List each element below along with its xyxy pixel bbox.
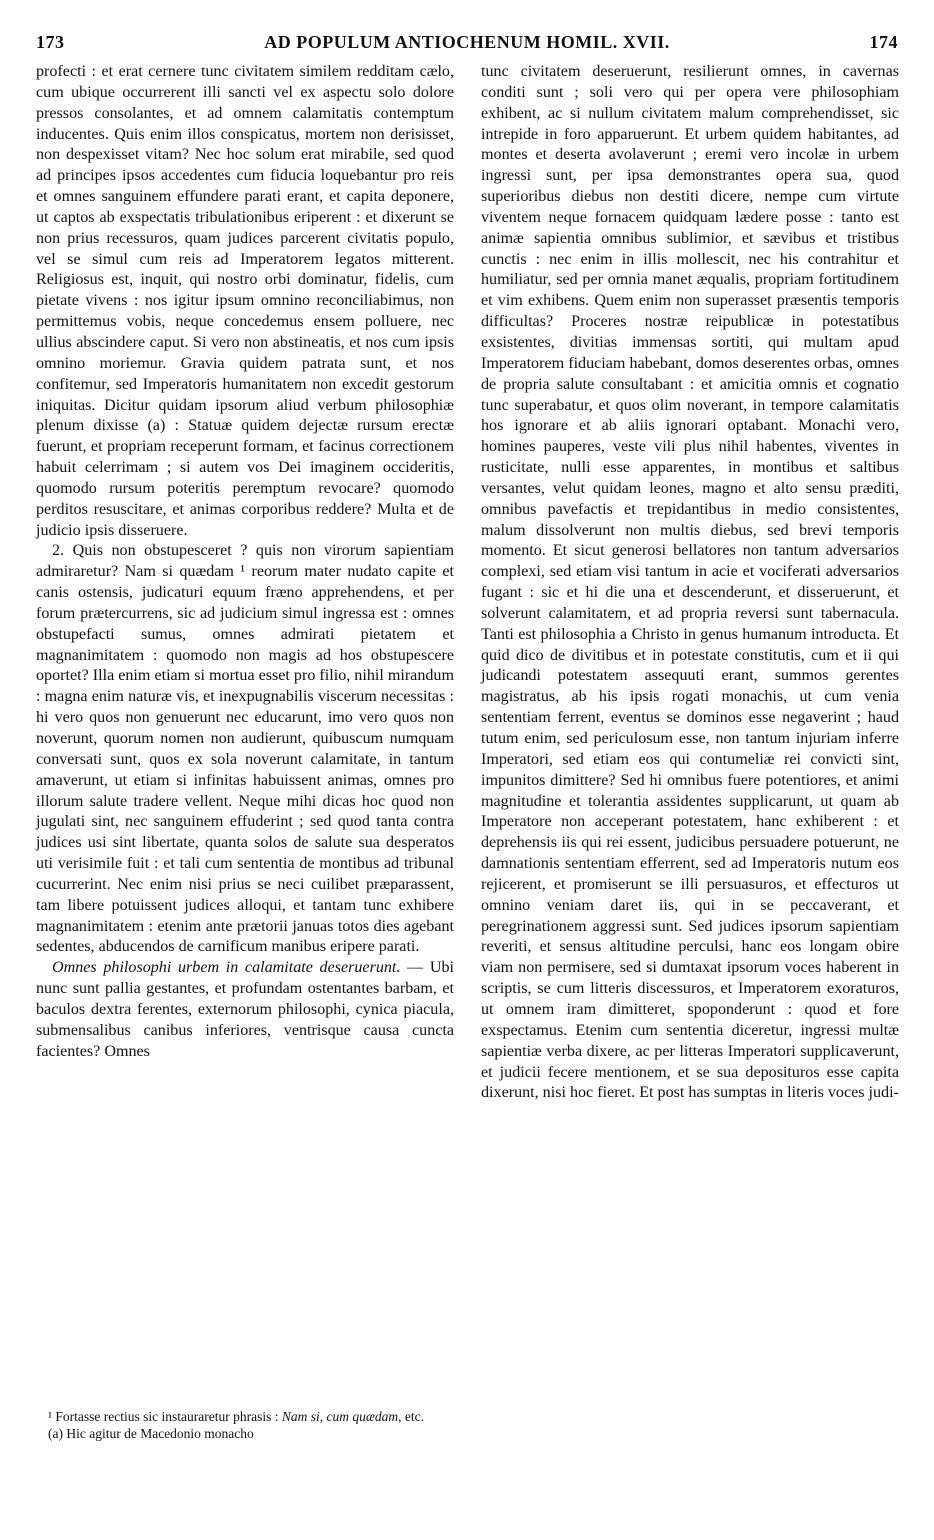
footnote-1-end: , etc.: [398, 1409, 425, 1424]
page-number-right: 174: [869, 32, 898, 52]
running-header: [36, 32, 898, 62]
footnote-1: [36, 1408, 454, 1425]
footnote-1-italic: Nam si, cum quædam: [281, 1409, 399, 1424]
left-paragraph-3: [36, 958, 454, 1062]
left-paragraph-1: profecti : et erat cernere tunc civitatem similem redditam cælo, cum ubique occurrerent illi sancti vel ex aspectu solo dolore pressos consolantes, et ad omnem calamitatis contemptum inducentes. Quis enim illos conspicatus, mortem non derisisset, non despexisset vitam? Nec hoc solum erat mirabile, sed quod ad principes ipsos accedentes cum fiducia loquebantur pro reis et omnes sanguinem effundere parati erant, et capita deponere, ut captos ab exspectatis tribulationibus eriperent : et dixerunt se non prius recessuros, quam judices parcerent civitatis populo, vel se simul cum reis ad Imperatorem legatos mitterent. Religiosus est, inquit, qui nostro orbi dominatur, fidelis, cum pietate vivens : nos igitur ipsum omnino reconciliabimus, non permittemus vobis, neque concedemus ensem polluere, nec ullius abscindere caput. Si vero non abstineatis, et nos cum ipsis omnino moriemur. Gravia quidem patrata sunt, et nos confitemur, sed Imperatoris humanitatem non excedit gestorum iniquitas. Dicitur quidam ipsorum aliud verbum philosophiæ plenum dixisse (a) : Statuæ quidem dejectæ rursum erectæ fuerunt, et propriam receperunt formam, et facinus correctionem habuit celerrimam ; si autem vos Dei imaginem occideritis, quomodo rursum poteritis peremptum revocare? quomodo perditos resuscitare, et animas corporibus reddere? Multa et de judicio ipsis disseruere.: [36, 63, 454, 539]
running-title: AD POPULUM ANTIOCHENUM HOMIL. XVII.: [264, 32, 670, 52]
left-column: [36, 62, 454, 1063]
footnotes: [36, 1408, 454, 1442]
footnote-1-text: ¹ Fortasse rectius sic instauraretur phrasis :: [48, 1409, 282, 1424]
section-heading: Omnes philosophi urbem in calamitate deseruerunt.: [52, 959, 401, 977]
left-paragraph-2: 2. Quis non obstupesceret ? quis non virorum sapientiam admiraretur? Nam si quædam ¹ reorum mater nudato capite et canis ostensis, judicaturi equum fræno apprehendens, et per forum prætercurrens, sic ad judicium simul ingressa est : omnes obstupefacti sumus, omnes admirati pietatem et magnanimitatem : quomodo non magis ad hos obstupescere oportet? Illa enim etiam si mortua esset pro filio, nihil mirandum : magna enim naturæ vis, et inexpugnabilis viscerum necessitas : hi vero quos non genuerunt nec educarunt, imo vero quos non noverunt, quorum nomen non audierunt, quibuscum numquam conversati sunt, quos ex sola noverunt calamitate, in tantum amaverunt, ut etiam si infinitas habuissent animas, omnes pro illorum salute tradere vellent. Neque mihi dicas hoc quod non jugulati sint, nec sanguinem effuderint ; sed quod tanta contra judices usi sint libertate, quanta solos de salute sua desperatos uti verisimile fuit : et tali cum sententia de montibus ad tribunal cucurrerint. Nec enim nisi prius se neci cuilibet præparassent, tam libere potuissent judices alloqui, et tantam tunc exhibere magnanimitatem : etenim ante prætorii januas totos dies agebant sedentes, abducendos de carnificum manibus eripere parati.: [36, 542, 454, 956]
section-text: — Ubi nunc sunt pallia gestantes, et profundam ostentantes barbam, et baculos dextra ferentes, externorum philosophi, cynica piacula, submensalibus canibus inferiores, ventrisque causa cuncta facientes? Omnes: [36, 959, 455, 1060]
footnote-a: (a) Hic agitur de Macedonio monacho: [48, 1426, 254, 1441]
right-paragraph-1: tunc civitatem deseruerunt, resilierunt omnes, in cavernas conditi sunt ; soli vero qui per opera vere philosophiam exhibent, ac si nullum civitatem malum comprehendisset, sic intrepide in foro apparuerunt. Et urbem quidem habitantes, ad montes et deserta avolaverunt ; eremi vero incolæ in urbem ingressi sunt, per ipsa demonstrantes opera sua, quod superioribus diebus non destiti dicere, nempe cum virtute viventem neque fornacem quidquam lædere posse : tanto est animæ sapientia omnibus sublimior, et sævibus et tristibus cunctis : nec enim in illis mollescit, nec his contrahitur et humiliatur, sed per omnia manet æqualis, propriam fortitudinem et vim exhibens. Quem enim non superasset præsentis temporis difficultas? Proceres nostræ reipublicæ in potestatibus exsistentes, divitias immensas sortiti, qui multam apud Imperatorem fiduciam habebant, domos deserentes orbas, omnes de propria salute consultabant : et amicitia omnis et cognatio tunc superabatur, et quos olim noverant, in tempore calamitatis hos ignorare et ab aliis ignorari optabant. Monachi vero, homines pauperes, veste vili plus nihil habentes, viventes in rusticitate, nulli esse apparentes, in montibus et saltibus versantes, velut quidam leones, magno et alto sensu præditi, omnibus pavefactis et trepidantibus in medio consistentes, malum dissolverunt non multis diebus, sed brevi temporis momento. Et sicut generosi bellatores non tantum adversarios complexi, sed etiam visi tantum in acie et vociferati adversarios fugant : sic et hi die una et descenderunt, et disseruerunt, et solverunt calamitatem, et ad propria reversi sunt tabernacula. Tanti est philosophia a Christo in genus humanum introducta. Et quid dico de divitibus et in potestate constitutis, cum et ii qui judicandi potestatem assequuti erant, summos gerentes magistratus, ab his ipsis rogati monachis, ut cum venia sententiam ferrent, eventus se dominos esse negaverint ; haud tutum enim, sed periculosum esse, non tantum injuriam inferre Imperatori, sed etiam eos qui contumeliæ rei convicti sint, impunitos dimittere? Sed hi omnibus fuere potentiores, et animi magnitudine et tolerantia assidentes supplicarunt, ut quam ab Imperatore non acceperant potestatem, hanc exhiberent : et deprehensis iis qui rei essent, judicibus persuadere potuerunt, ne damnationis sententiam efferrent, sed ad Imperatoris nutum eos rejicerent, et promiserunt se illi persuasuros, et effecturos ut omnino veniam daret iis, qui in se peccaverant, et peregrinationem aggressi sunt. Sed judices ipsorum sapientiam reveriti, et sensus altitudine perculsi, hanc eos longam obire viam non permisere, sed si dumtaxat ipsorum voces haberent in scriptis, se cum litteris discessuros, et Imperatorem exoraturos, ut omnem iram dimitteret, spoponderunt : quod et fore exspectamus. Etenim cum sententia diceretur, ingressi multæ sapientiæ verba dixere, ac per litteras Imperatori supplicaverunt, et judicii fecere mentionem, et se sua deposituros esse capita dixerunt, nisi hoc fieret. Et post has sumptas in literis voces judi-: [481, 63, 899, 1102]
right-column: [481, 62, 899, 1104]
page-number-left: 173: [36, 32, 65, 52]
